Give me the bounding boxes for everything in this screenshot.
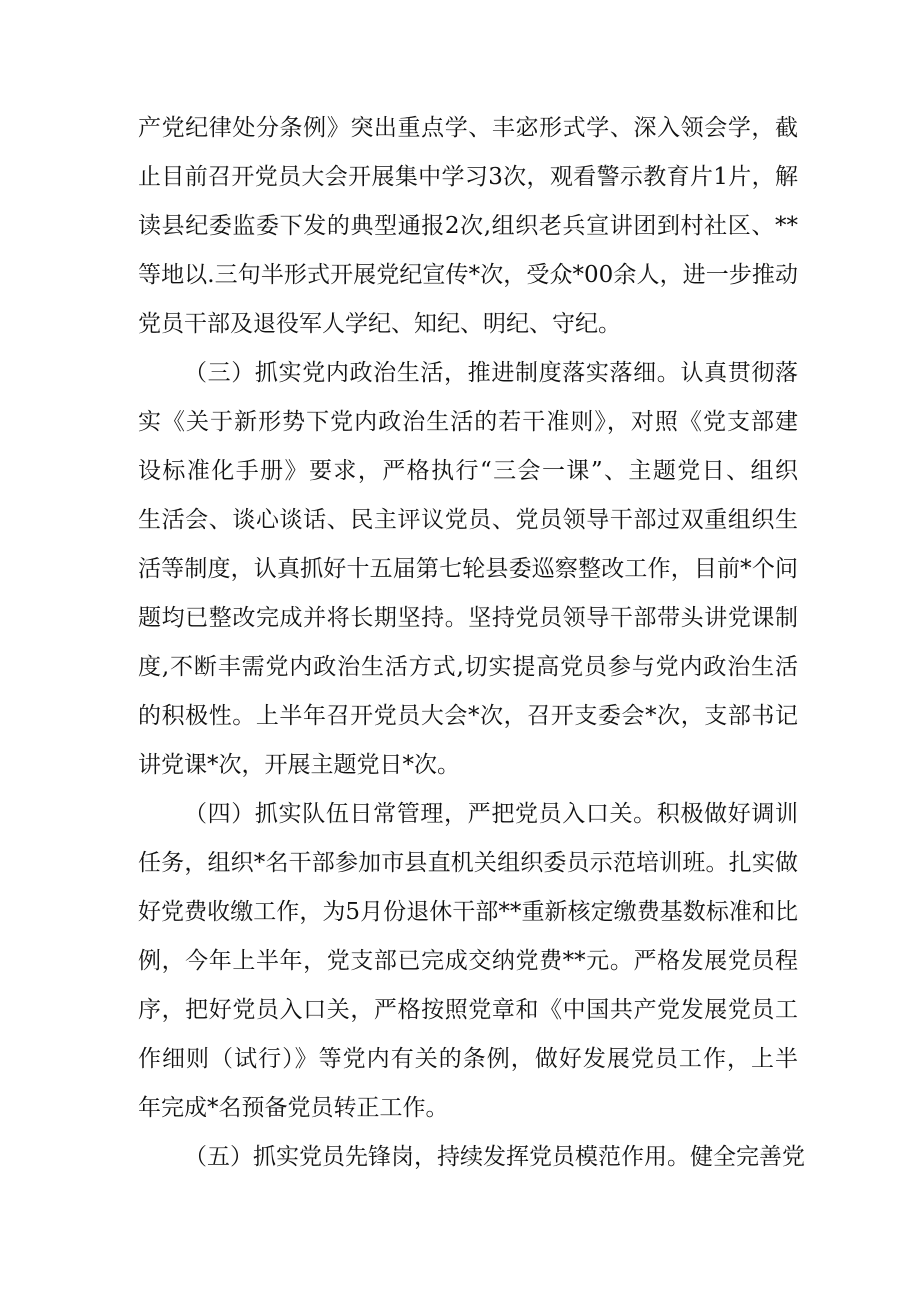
text-line: 作细则（试行）》等党内有关的条例，做好发展党员工作，上半 bbox=[138, 1046, 798, 1072]
text-line: 例，今年上半年，党支部已完成交纳党费**元。严格发展党员程 bbox=[138, 948, 798, 974]
text-line: （三）抓实党内政治生活，推进制度落实落细。认真贯彻落 bbox=[184, 360, 798, 386]
text-line: 设标准化手册》要求，严格执行“三会一课”、主题党日、组织 bbox=[138, 458, 798, 484]
text-line: 生活会、谈心谈话、民主评议党员、党员领导干部过双重组织生 bbox=[138, 507, 798, 533]
text-line: （四）抓实队伍日常管理，严把党员入口关。积极做好调训 bbox=[184, 801, 798, 827]
text-line: 年完成*名预备党员转正工作。 bbox=[138, 1095, 449, 1121]
text-line: 党员干部及退役军人学纪、知纪、明纪、守纪。 bbox=[138, 311, 621, 337]
text-line: 等地以.三句半形式开展党纪宣传*次，受众*00余人，进一步推动 bbox=[138, 262, 798, 288]
paragraph-1 bbox=[138, 104, 798, 349]
paragraph-4 bbox=[138, 1133, 805, 1182]
text-line: 度,不断丰需党内政治生活方式,切实提高党员参与党内政治生活 bbox=[138, 654, 798, 680]
document-body bbox=[138, 104, 805, 1182]
text-line: 序，把好党员入口关，严格按照党章和《中国共产党发展党员工 bbox=[138, 997, 798, 1023]
text-line: （五）抓实党员先锋岗，持续发挥党员模范作用。健全完善党 bbox=[184, 1144, 805, 1170]
text-line: 讲党课*次，开展主题党日*次。 bbox=[138, 752, 460, 778]
text-line: 题均已整改完成并将长期坚持。坚持党员领导干部带头讲党课制 bbox=[138, 605, 798, 631]
paragraph-2 bbox=[138, 349, 798, 790]
text-line: 的积极性。上半年召开党员大会*次，召开支委会*次，支部书记 bbox=[138, 703, 798, 729]
text-line: 止目前召开党员大会开展集中学习3次，观看警示教育片1片，解 bbox=[138, 164, 798, 190]
text-line: 读县纪委监委下发的典型通报2次,组织老兵宣讲团到村社区、** bbox=[138, 213, 798, 239]
text-line: 活等制度，认真抓好十五届第七轮县委巡察整改工作，目前*个问 bbox=[138, 556, 798, 582]
text-line: 好党费收缴工作，为5月份退休干部**重新核定缴费基数标准和比 bbox=[138, 899, 798, 925]
text-line: 任务，组织*名干部参加市县直机关组织委员示范培训班。扎实做 bbox=[138, 850, 798, 876]
text-line: 产党纪律处分条例》突出重点学、丰宓形式学、深入领会学，截 bbox=[138, 115, 798, 141]
text-line: 实《关于新形势下党内政治生活的若干准则》，对照《党支部建 bbox=[138, 409, 798, 435]
paragraph-3 bbox=[138, 790, 798, 1133]
